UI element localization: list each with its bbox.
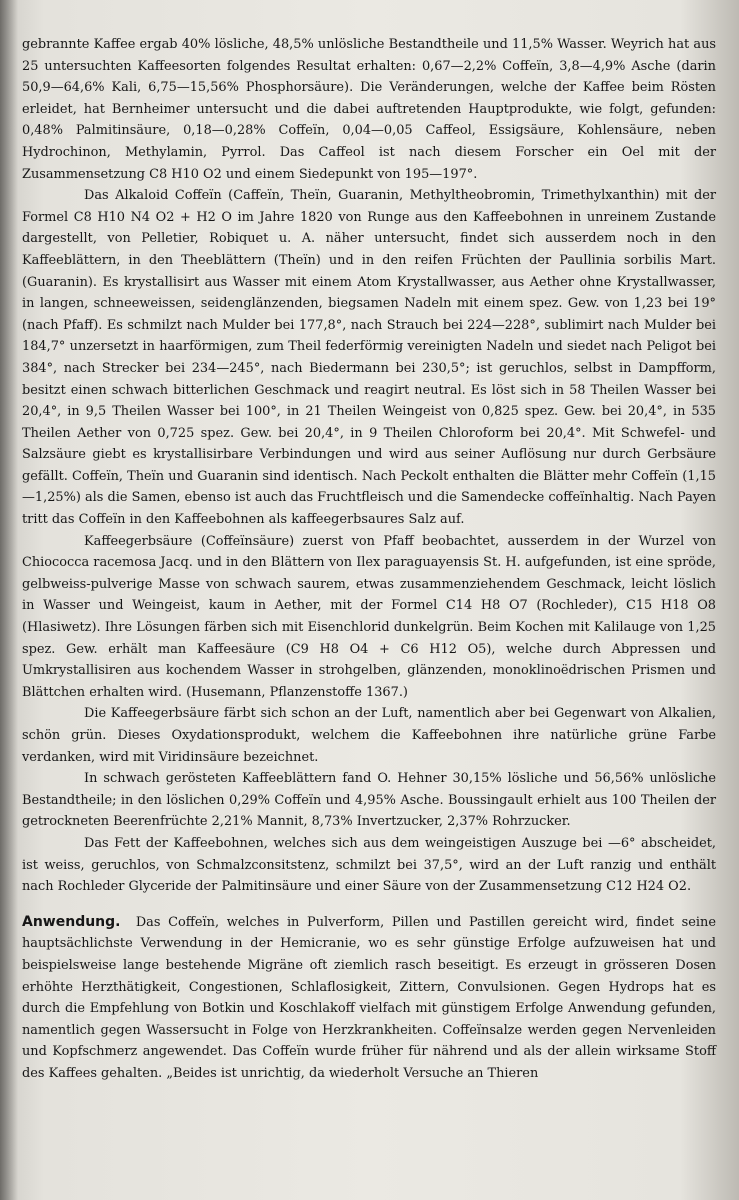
gutter-shadow	[0, 0, 18, 1200]
section-gap	[22, 898, 716, 912]
paragraph-kaffeegerbsaeure: Kaffeegerbsäure (Coffeïnsäure) zuerst von Pfaff beobachtet, ausserdem in der Wurzel von Chiococca racemosa Jacq. und in den Blättern von Ilex paraguayensis St. H. aufgefunden, ist eine spröde, gelbweiss-pulverige Masse von schwach saurem, etwas zusammenziehendem Geschmack, leicht löslich in Wasser und Weingeist, kaum in Aether, mit der Formel C14 H8 O7 (Rochleder), C15 H18 O8 (Hlasiwetz). Ihre Lösungen färben sich mit Eisenchlorid dunkelgrün. Beim Kochen mit Kalilauge von 1,25 spez. Gew. erhält man Kaffeesäure (C9 H8 O4 + C6 H12 O5), welche durch Abpressen und Umkrystallisiren aus kochendem Wasser in strohgelben, glänzenden, monoklinoëdrischen Prismen und Blättchen erhalten wird. (Husemann, Pflanzenstoffe 1367.)	[22, 533, 716, 700]
anwendung-text: Das Coffeïn, welches in Pulverform, Pillen und Pastillen gereicht wird, findet seine hauptsächlichste Verwendung in der Hemicranie, wo es sehr günstige Erfolge aufzuweisen hat und beispielsweise lange bestehende Migräne oft ziemlich rasch beseitigt. Es erzeugt in grösseren Dosen erhöhte Herzthätigkeit, Congestionen, Schlaflosigkeit, Zittern, Convulsionen. Gegen Hydrops hat es durch die Empfehlung von Botkin und Koschlakoff vielfach mit günstigem Erfolge Anwendung gefunden, namentlich gegen Wassersucht in Folge von Herzkrankheiten. Coffeïnsalze werden gegen Nervenleiden und Kopfschmerz angewendet. Das Coffeïn wurde früher für nährend und als der allein wirksame Stoff des Kaffees gehalten. „Beides ist unrichtig, da wiederholt Versuche an Thieren	[22, 914, 716, 1081]
paragraph-kaffeefett: Das Fett der Kaffeebohnen, welches sich aus dem weingeistigen Auszuge bei —6° abscheidet, ist weiss, geruchlos, von Schmalzconsitstenz, schmilzt bei 37,5°, wird an der Luft ranzig und enthält nach Rochleder Glyceride der Palmitinsäure und einer Säure von der Zusammensetzung C12 H24 O2.	[22, 835, 716, 895]
paragraph-weyrich-results: gebrannte Kaffee ergab 40% lösliche, 48,5% unlösliche Bestandtheile und 11,5% Wasser. Weyrich hat aus 25 untersuchten Kaffeesorten folgendes Resultat erhalten: 0,67—2,2% Coffeïn, 3,8—4,9% Asche (darin 50,9—64,6% Kali, 6,75—15,56% Phosphorsäure). Die Veränderungen, welche der Kaffee beim Rösten erleidet, hat Bernheimer untersucht und die dabei auftretenden Hauptprodukte, wie folgt, gefunden: 0,48% Palmitinsäure, 0,18—0,28% Coffeïn, 0,04—0,05 Caffeol, Essigsäure, Kohlensäure, neben Hydrochinon, Methylamin, Pyrrol. Das Caffeol ist nach diesem Forscher ein Oel mit der Zusammensetzung C8 H10 O2 und einem Siedepunkt von 195—197°.	[22, 37, 716, 182]
paragraph-viridinsaeure: Die Kaffeegerbsäure färbt sich schon an der Luft, namentlich aber bei Gegenwart von Alkalien, schön grün. Dieses Oxydationsprodukt, welchem die Kaffeebohnen ihre natürliche grüne Farbe verdanken, wird mit Viridinsäure bezeichnet.	[22, 706, 716, 765]
section-heading-anwendung: Anwendung.	[22, 913, 121, 930]
paragraph-kaffeeblaetter: In schwach gerösteten Kaffeeblättern fand O. Hehner 30,15% lösliche und 56,56% unlösliche Bestandtheile; in den löslichen 0,29% Coffeïn und 4,95% Asche. Boussingault erhielt aus 100 Theilen der getrockneten Beerenfrüchte 2,21% Mannit, 8,73% Invertzucker, 2,37% Rohrzucker.	[22, 771, 716, 830]
paragraph-coffein-alkaloid: Das Alkaloid Coffeïn (Caffeïn, Theïn, Guaranin, Methyltheobromin, Trimethylxanthin) mit der Formel C8 H10 N4 O2 + H2 O im Jahre 1820 von Runge aus den Kaffeebohnen in unreinem Zustande dargestellt, von Pelletier, Robiquet u. A. näher untersucht, findet sich ausserdem noch in den Kaffeeblättern, in den Theeblättern (Theïn) und in den reifen Früchten der Paullinia sorbilis Mart. (Guaranin). Es krystallisirt aus Wasser mit einem Atom Krystallwasser, aus Aether ohne Krystallwasser, in langen, schneeweissen, seidenglänzenden, biegsamen Nadeln mit einem spez. Gew. von 1,23 bei 19° (nach Pfaff). Es schmilzt nach Mulder bei 177,8°, nach Strauch bei 224—228°, sublimirt nach Mulder bei 184,7° unzersetzt in haarförmigen, zum Theil federförmig vereinigten Nadeln und siedet nach Peligot bei 384°, nach Strecker bei 234—245°, nach Biedermann bei 230,5°; ist geruchlos, selbst in Dampfform, besitzt einen schwach bitterlichen Geschmack und reagirt neutral. Es löst sich in 58 Theilen Wasser bei 20,4°, in 9,5 Theilen Wasser bei 100°, in 21 Theilen Weingeist von 0,825 spez. Gew. bei 20,4°, in 535 Theilen Aether von 0,725 spez. Gew. bei 20,4°, in 9 Theilen Chloroform bei 20,4°. Mit Schwefel- und Salzsäure giebt es krystallisirbare Verbindungen und wird aus seiner Auflösung nur durch Gerbsäure gefällt. Coffeïn, Theïn und Guaranin sind identisch. Nach Peckolt enthalten die Blätter mehr Coffeïn (1,15—1,25%) als die Samen, ebenso ist auch das Fruchtfleisch und die Samendecke coffeïnhaltig. Nach Payen tritt das Coffeïn in den Kaffeebohnen als kaffeegerbsaures Salz auf.	[22, 188, 716, 528]
body-text	[22, 34, 716, 1085]
paragraph-anwendung	[22, 912, 716, 1085]
